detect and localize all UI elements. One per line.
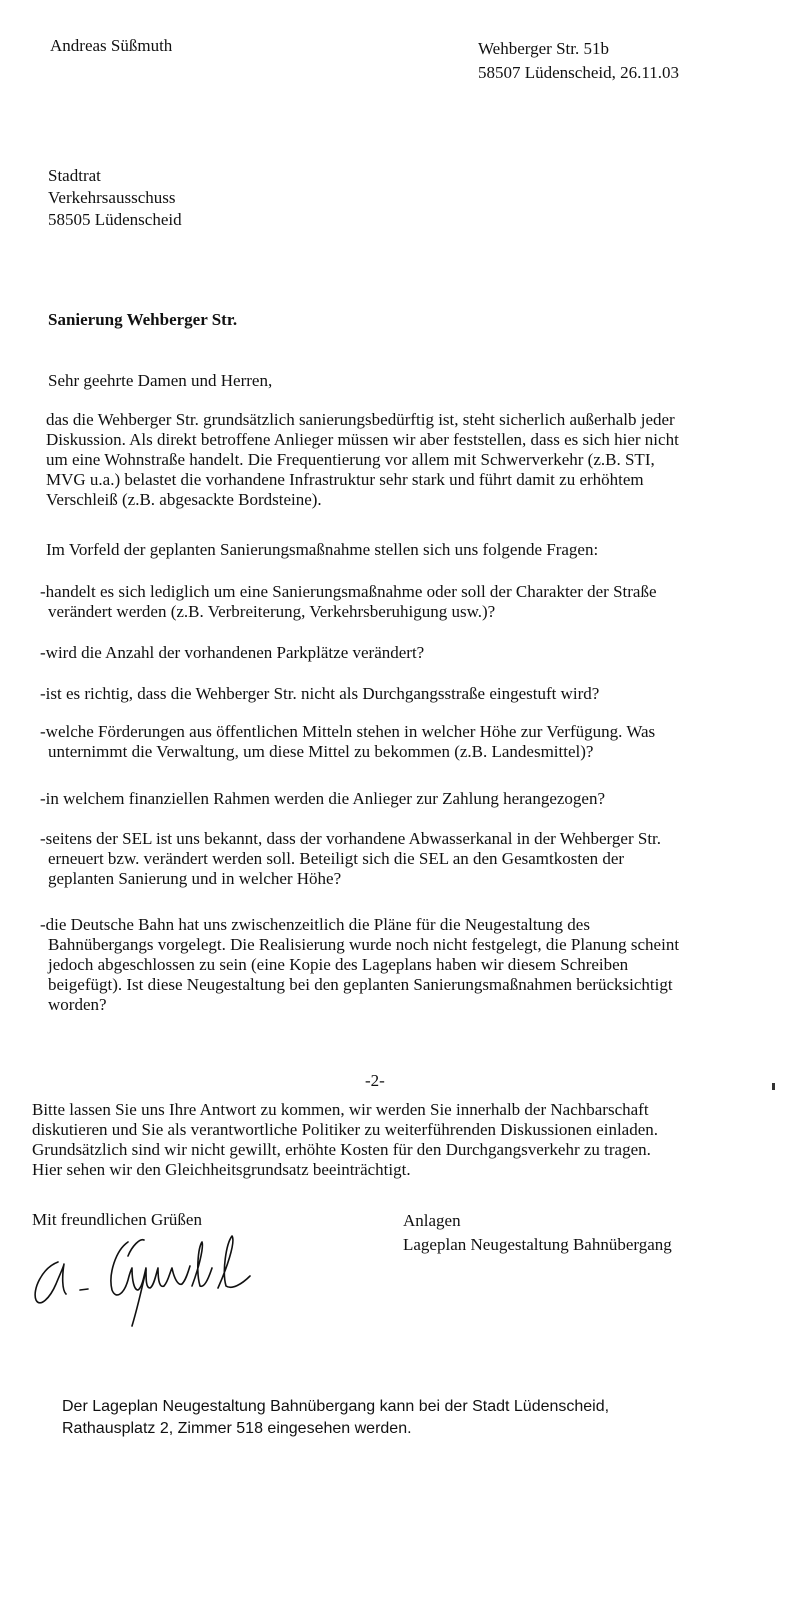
question-item (40, 684, 740, 704)
text-line: MVG u.a.) belastet die vorhandene Infrastruktur sehr stark und führt damit zu erhöhtem (46, 470, 644, 489)
salutation: Sehr geehrte Damen und Herren, (48, 371, 273, 390)
question-line: -handelt es sich lediglich um eine Sanierungsmaßnahme oder soll der Charakter der Straße (40, 582, 657, 601)
text-line: das die Wehberger Str. grundsätzlich sanierungsbedürftig ist, steht sicherlich außerhalb jeder (46, 410, 675, 429)
question-line: -wird die Anzahl der vorhandenen Parkplätze verändert? (40, 643, 425, 662)
attachments-item: Lageplan Neugestaltung Bahnübergang (403, 1235, 672, 1254)
question-line: erneuert bzw. verändert werden soll. Beteiligt sich die SEL an den Gesamtkosten der (48, 849, 625, 868)
recipient-line: Stadtrat (48, 166, 101, 185)
questions-intro: Im Vorfeld der geplanten Sanierungsmaßnahme stellen sich uns folgende Fragen: (46, 540, 599, 559)
subject-line: Sanierung Wehberger Str. (48, 310, 238, 329)
question-line: -in welchem finanziellen Rahmen werden die Anlieger zur Zahlung herangezogen? (40, 789, 606, 808)
question-item (40, 829, 740, 889)
note-line: Rathausplatz 2, Zimmer 518 eingesehen werden. (62, 1420, 412, 1437)
question-line: -welche Förderungen aus öffentlichen Mitteln stehen in welcher Höhe zur Verfügung. Was (40, 722, 656, 741)
page-number: -2- (365, 1071, 385, 1090)
text-line: Hier sehen wir den Gleichheitsgrundsatz beeinträchtigt. (32, 1160, 411, 1179)
text-line: diskutieren und Sie als verantwortliche Politiker zu weiterführenden Diskussionen einladen. (32, 1120, 659, 1139)
signature-image (28, 1228, 318, 1328)
recipient-address (48, 166, 448, 232)
note-line: Der Lageplan Neugestaltung Bahnübergang kann bei der Stadt Lüdenscheid, (62, 1398, 610, 1415)
intro-paragraph (46, 410, 736, 510)
text-line: um eine Wohnstraße handelt. Die Frequentierung vor allem mit Schwerverkehr (z.B. STI, (46, 450, 655, 469)
closing-paragraph (32, 1100, 772, 1180)
recipient-line: Verkehrsausschuss (48, 188, 176, 207)
text-line: Bitte lassen Sie uns Ihre Antwort zu kommen, wir werden Sie innerhalb der Nachbarschaft (32, 1100, 649, 1119)
question-line: worden? (48, 995, 107, 1014)
text-line: Verschleiß (z.B. abgesackte Bordsteine). (46, 490, 322, 509)
note-block (62, 1396, 609, 1440)
question-line: unternimmt die Verwaltung, um diese Mittel zu bekommen (z.B. Landesmittel)? (48, 742, 594, 761)
question-item (40, 915, 740, 1015)
question-line: beigefügt). Ist diese Neugestaltung bei den geplanten Sanierungsmaßnahmen berücksichtigt (48, 975, 673, 994)
question-item (40, 582, 740, 622)
sender-name: Andreas Süßmuth (50, 36, 173, 55)
question-line: jedoch abgeschlossen zu sein (eine Kopie des Lageplans haben wir diesem Schreiben (48, 955, 629, 974)
text-line: Grundsätzlich sind wir nicht gewillt, erhöhte Kosten für den Durchgangsverkehr zu tragen. (32, 1140, 651, 1159)
recipient-line: 58505 Lüdenscheid (48, 210, 182, 229)
question-line: Bahnübergangs vorgelegt. Die Realisierung wurde noch nicht festgelegt, die Planung scheint (48, 935, 680, 954)
question-line: -die Deutsche Bahn hat uns zwischenzeitlich die Pläne für die Neugestaltung des (40, 915, 590, 934)
attachments-title: Anlagen (403, 1211, 461, 1230)
sender-address (478, 39, 778, 87)
question-item (40, 789, 740, 809)
question-line: -seitens der SEL ist uns bekannt, dass der vorhandene Abwasserkanal in der Wehberger Str. (40, 829, 662, 848)
question-line: verändert werden (z.B. Verbreiterung, Verkehrsberuhigung usw.)? (48, 602, 496, 621)
text-line: Diskussion. Als direkt betroffene Anlieger müssen wir aber feststellen, dass es sich hier nicht (46, 430, 679, 449)
sender-street: Wehberger Str. 51b (478, 39, 609, 58)
question-line: -ist es richtig, dass die Wehberger Str. nicht als Durchgangsstraße eingestuft wird? (40, 684, 600, 703)
closing-greeting: Mit freundlichen Grüßen (32, 1210, 202, 1229)
question-item (40, 722, 740, 762)
question-item (40, 643, 740, 663)
attachments-block (403, 1211, 672, 1259)
question-line: geplanten Sanierung und in welcher Höhe? (48, 869, 342, 888)
sender-city-date: 58507 Lüdenscheid, 26.11.03 (478, 63, 679, 82)
scan-speck (772, 1083, 775, 1090)
